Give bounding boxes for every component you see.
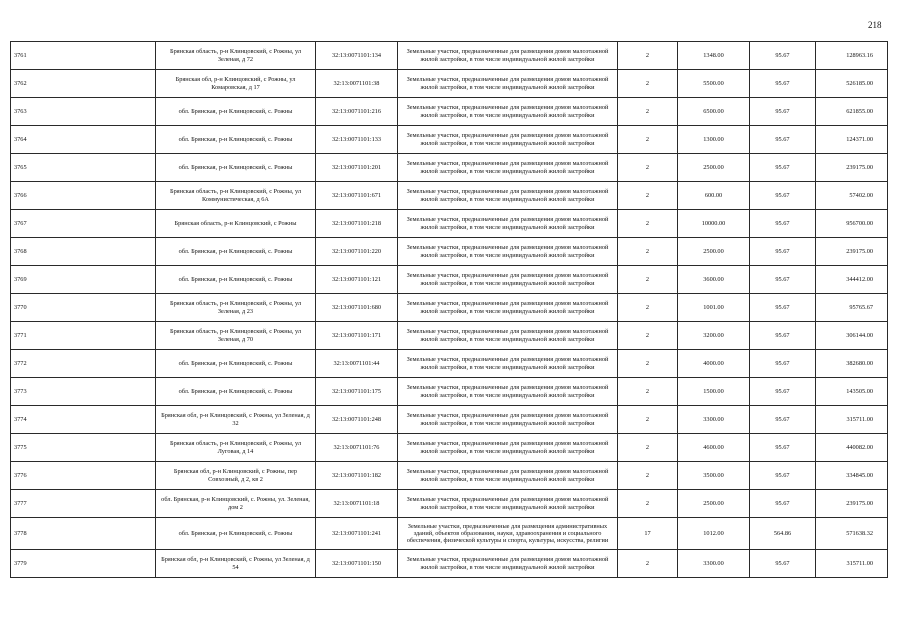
cadastral-number-cell: 32:13:0071101:241 — [316, 518, 398, 550]
cadastral-number-cell: 32:13:0071101:150 — [316, 550, 398, 578]
table-row — [11, 490, 888, 518]
cadastral-value-cell: 239175.00 — [816, 490, 888, 518]
table-body — [11, 42, 888, 578]
land-use-cell: Земельные участки, предназначенные для размещения домов малоэтажной жилой застройки, в том числе индивидуальной жилой застройки — [398, 238, 618, 266]
row-number-cell: 3761 — [11, 42, 156, 70]
table-row — [11, 550, 888, 578]
address-cell: Брянская область, р-н Клинцовский, с Рожны, ул Зеленая, д 72 — [156, 42, 316, 70]
address-cell: обл. Брянская, р-н Клинцовский, с. Рожны — [156, 350, 316, 378]
cadastral-number-cell: 32:13:0071101:38 — [316, 70, 398, 98]
use-group-code-cell: 2 — [618, 378, 678, 406]
area-cell: 1500.00 — [678, 378, 750, 406]
address-cell: обл. Брянская, р-н Клинцовский, с. Рожны — [156, 126, 316, 154]
table-row — [11, 406, 888, 434]
cadastral-value-cell: 124371.00 — [816, 126, 888, 154]
use-group-code-cell: 2 — [618, 406, 678, 434]
row-number-cell: 3773 — [11, 378, 156, 406]
use-group-code-cell: 2 — [618, 550, 678, 578]
address-cell: обл. Брянская, р-н Клинцовский, с. Рожны — [156, 154, 316, 182]
use-group-code-cell: 17 — [618, 518, 678, 550]
cadastral-number-cell: 32:13:0071101:175 — [316, 378, 398, 406]
use-group-code-cell: 2 — [618, 266, 678, 294]
land-use-cell: Земельные участки, предназначенные для размещения домов малоэтажной жилой застройки, в том числе индивидуальной жилой застройки — [398, 378, 618, 406]
row-number-cell: 3772 — [11, 350, 156, 378]
land-use-cell: Земельные участки, предназначенные для размещения домов малоэтажной жилой застройки, в том числе индивидуальной жилой застройки — [398, 406, 618, 434]
table-row — [11, 42, 888, 70]
cadastral-number-cell: 32:13:0071101:134 — [316, 42, 398, 70]
address-cell: Брянская обл, р-н Клинцовский, с Рожны, ул Зеленая, д 32 — [156, 406, 316, 434]
specific-value-cell: 95.67 — [750, 154, 816, 182]
land-use-cell: Земельные участки, предназначенные для размещения домов малоэтажной жилой застройки, в том числе индивидуальной жилой застройки — [398, 350, 618, 378]
use-group-code-cell: 2 — [618, 490, 678, 518]
address-cell: Брянская область, р-н Клинцовский, с Рожны, ул Луговая, д 14 — [156, 434, 316, 462]
cadastral-number-cell: 32:13:0071101:182 — [316, 462, 398, 490]
specific-value-cell: 95.67 — [750, 98, 816, 126]
specific-value-cell: 95.67 — [750, 294, 816, 322]
area-cell: 3300.00 — [678, 550, 750, 578]
land-use-cell: Земельные участки, предназначенные для размещения домов малоэтажной жилой застройки, в том числе индивидуальной жилой застройки — [398, 98, 618, 126]
row-number-cell: 3778 — [11, 518, 156, 550]
address-cell: обл. Брянская, р-н Клинцовский, с. Рожны — [156, 378, 316, 406]
area-cell: 4600.00 — [678, 434, 750, 462]
table-row — [11, 518, 888, 550]
area-cell: 3600.00 — [678, 266, 750, 294]
row-number-cell: 3770 — [11, 294, 156, 322]
cadastral-value-cell: 621855.00 — [816, 98, 888, 126]
address-cell: Брянская область, р-н Клинцовский, с Рожны, ул Зеленая, д 23 — [156, 294, 316, 322]
row-number-cell: 3777 — [11, 490, 156, 518]
use-group-code-cell: 2 — [618, 210, 678, 238]
table-row — [11, 182, 888, 210]
area-cell: 3300.00 — [678, 406, 750, 434]
table-row — [11, 70, 888, 98]
area-cell: 3500.00 — [678, 462, 750, 490]
specific-value-cell: 95.67 — [750, 42, 816, 70]
land-use-cell: Земельные участки, предназначенные для размещения домов малоэтажной жилой застройки, в том числе индивидуальной жилой застройки — [398, 266, 618, 294]
area-cell: 600.00 — [678, 182, 750, 210]
use-group-code-cell: 2 — [618, 126, 678, 154]
land-use-cell: Земельные участки, предназначенные для размещения домов малоэтажной жилой застройки, в том числе индивидуальной жилой застройки — [398, 490, 618, 518]
specific-value-cell: 95.67 — [750, 322, 816, 350]
area-cell: 5500.00 — [678, 70, 750, 98]
cadastral-number-cell: 32:13:0071101:680 — [316, 294, 398, 322]
specific-value-cell: 95.67 — [750, 490, 816, 518]
use-group-code-cell: 2 — [618, 462, 678, 490]
land-use-cell: Земельные участки, предназначенные для размещения домов малоэтажной жилой застройки, в том числе индивидуальной жилой застройки — [398, 70, 618, 98]
cadastral-value-cell: 571638.32 — [816, 518, 888, 550]
specific-value-cell: 564.86 — [750, 518, 816, 550]
row-number-cell: 3776 — [11, 462, 156, 490]
specific-value-cell: 95.67 — [750, 378, 816, 406]
area-cell: 2500.00 — [678, 490, 750, 518]
area-cell: 6500.00 — [678, 98, 750, 126]
table-row — [11, 322, 888, 350]
cadastral-number-cell: 32:13:0071101:671 — [316, 182, 398, 210]
specific-value-cell: 95.67 — [750, 182, 816, 210]
cadastral-number-cell: 32:13:0071101:218 — [316, 210, 398, 238]
use-group-code-cell: 2 — [618, 434, 678, 462]
use-group-code-cell: 2 — [618, 70, 678, 98]
use-group-code-cell: 2 — [618, 294, 678, 322]
specific-value-cell: 95.67 — [750, 126, 816, 154]
area-cell: 2500.00 — [678, 154, 750, 182]
address-cell: обл. Брянская, р-н Клинцовский, с. Рожны — [156, 518, 316, 550]
cadastral-number-cell: 32:13:0071101:216 — [316, 98, 398, 126]
cadastral-number-cell: 32:13:0071101:76 — [316, 434, 398, 462]
use-group-code-cell: 2 — [618, 350, 678, 378]
cadastral-number-cell: 32:13:0071101:121 — [316, 266, 398, 294]
address-cell: Брянская обл, р-н Клинцовский, с Рожны, ул Зеленая, д 54 — [156, 550, 316, 578]
land-use-cell: Земельные участки, предназначенные для размещения домов малоэтажной жилой застройки, в том числе индивидуальной жилой застройки — [398, 182, 618, 210]
table-row — [11, 350, 888, 378]
cadastral-value-cell: 344412.00 — [816, 266, 888, 294]
land-use-cell: Земельные участки, предназначенные для размещения домов малоэтажной жилой застройки, в том числе индивидуальной жилой застройки — [398, 154, 618, 182]
cadastral-value-cell: 128963.16 — [816, 42, 888, 70]
table-row — [11, 462, 888, 490]
cadastral-value-cell: 95765.67 — [816, 294, 888, 322]
row-number-cell: 3763 — [11, 98, 156, 126]
area-cell: 1300.00 — [678, 126, 750, 154]
cadastral-number-cell: 32:13:0071101:18 — [316, 490, 398, 518]
cadastral-number-cell: 32:13:0071101:171 — [316, 322, 398, 350]
table-row — [11, 238, 888, 266]
table-row — [11, 266, 888, 294]
cadastral-value-cell: 956700.00 — [816, 210, 888, 238]
page-number: 218 — [868, 20, 882, 30]
cadastral-value-cell: 526185.00 — [816, 70, 888, 98]
address-cell: Брянская обл, р-н Клинцовский, с Рожны, пер Совхозный, д 2, кв 2 — [156, 462, 316, 490]
land-use-cell: Земельные участки, предназначенные для размещения домов малоэтажной жилой застройки, в том числе индивидуальной жилой застройки — [398, 294, 618, 322]
address-cell: Брянская область, р-н Клинцовский, с Рожны, ул Коммунистическая, д 6А — [156, 182, 316, 210]
cadastral-value-cell: 334845.00 — [816, 462, 888, 490]
use-group-code-cell: 2 — [618, 182, 678, 210]
row-number-cell: 3774 — [11, 406, 156, 434]
land-use-cell: Земельные участки, предназначенные для размещения домов малоэтажной жилой застройки, в том числе индивидуальной жилой застройки — [398, 42, 618, 70]
land-use-cell: Земельные участки, предназначенные для размещения домов малоэтажной жилой застройки, в том числе индивидуальной жилой застройки — [398, 210, 618, 238]
area-cell: 1001.00 — [678, 294, 750, 322]
address-cell: обл. Брянская, р-н Клинцовский, с. Рожны — [156, 98, 316, 126]
cadastral-value-cell: 306144.00 — [816, 322, 888, 350]
table-row — [11, 98, 888, 126]
cadastral-number-cell: 32:13:0071101:201 — [316, 154, 398, 182]
land-use-cell: Земельные участки, предназначенные для размещения домов малоэтажной жилой застройки, в том числе индивидуальной жилой застройки — [398, 462, 618, 490]
address-cell: Брянская обл, р-н Клинцовский, с Рожны, ул Комаровская, д 17 — [156, 70, 316, 98]
cadastral-number-cell: 32:13:0071101:248 — [316, 406, 398, 434]
use-group-code-cell: 2 — [618, 238, 678, 266]
table-row — [11, 378, 888, 406]
specific-value-cell: 95.67 — [750, 266, 816, 294]
address-cell: обл. Брянская, р-н Клинцовский, с. Рожны, ул. Зеленая, дом 2 — [156, 490, 316, 518]
cadastral-value-cell: 315711.00 — [816, 550, 888, 578]
specific-value-cell: 95.67 — [750, 350, 816, 378]
land-use-cell: Земельные участки, предназначенные для размещения домов малоэтажной жилой застройки, в том числе индивидуальной жилой застройки — [398, 550, 618, 578]
cadastral-value-cell: 239175.00 — [816, 238, 888, 266]
row-number-cell: 3767 — [11, 210, 156, 238]
land-use-cell: Земельные участки, предназначенные для размещения домов малоэтажной жилой застройки, в том числе индивидуальной жилой застройки — [398, 434, 618, 462]
specific-value-cell: 95.67 — [750, 462, 816, 490]
cadastral-value-cell: 143505.00 — [816, 378, 888, 406]
address-cell: Брянская область, р-н Клинцовский, с Рожны — [156, 210, 316, 238]
area-cell: 2500.00 — [678, 238, 750, 266]
area-cell: 4000.00 — [678, 350, 750, 378]
address-cell: обл. Брянская, р-н Клинцовский, с. Рожны — [156, 266, 316, 294]
land-use-cell: Земельные участки, предназначенные для размещения домов малоэтажной жилой застройки, в том числе индивидуальной жилой застройки — [398, 322, 618, 350]
row-number-cell: 3775 — [11, 434, 156, 462]
specific-value-cell: 95.67 — [750, 434, 816, 462]
land-use-cell: Земельные участки, предназначенные для размещения домов малоэтажной жилой застройки, в том числе индивидуальной жилой застройки — [398, 126, 618, 154]
area-cell: 1348.00 — [678, 42, 750, 70]
table-row — [11, 434, 888, 462]
address-cell: обл. Брянская, р-н Клинцовский, с. Рожны — [156, 238, 316, 266]
area-cell: 3200.00 — [678, 322, 750, 350]
row-number-cell: 3764 — [11, 126, 156, 154]
cadastral-number-cell: 32:13:0071101:220 — [316, 238, 398, 266]
row-number-cell: 3765 — [11, 154, 156, 182]
specific-value-cell: 95.67 — [750, 238, 816, 266]
row-number-cell: 3762 — [11, 70, 156, 98]
specific-value-cell: 95.67 — [750, 550, 816, 578]
cadastral-value-cell: 315711.00 — [816, 406, 888, 434]
cadastral-number-cell: 32:13:0071101:44 — [316, 350, 398, 378]
land-registry-table — [10, 41, 888, 578]
table-row — [11, 154, 888, 182]
row-number-cell: 3779 — [11, 550, 156, 578]
cadastral-value-cell: 440082.00 — [816, 434, 888, 462]
use-group-code-cell: 2 — [618, 42, 678, 70]
use-group-code-cell: 2 — [618, 322, 678, 350]
row-number-cell: 3768 — [11, 238, 156, 266]
specific-value-cell: 95.67 — [750, 210, 816, 238]
specific-value-cell: 95.67 — [750, 70, 816, 98]
area-cell: 10000.00 — [678, 210, 750, 238]
land-use-cell: Земельные участки, предназначенные для размещения административных зданий, объектов образования, науки, здравоохранения и социального обеспечения, физической культуры и спорта, культуры, искусства, религии — [398, 518, 618, 550]
use-group-code-cell: 2 — [618, 154, 678, 182]
cadastral-value-cell: 239175.00 — [816, 154, 888, 182]
specific-value-cell: 95.67 — [750, 406, 816, 434]
row-number-cell: 3766 — [11, 182, 156, 210]
table-row — [11, 126, 888, 154]
table-row — [11, 210, 888, 238]
cadastral-value-cell: 382680.00 — [816, 350, 888, 378]
address-cell: Брянская область, р-н Клинцовский, с Рожны, ул Зеленая, д 70 — [156, 322, 316, 350]
row-number-cell: 3771 — [11, 322, 156, 350]
use-group-code-cell: 2 — [618, 98, 678, 126]
cadastral-number-cell: 32:13:0071101:133 — [316, 126, 398, 154]
row-number-cell: 3769 — [11, 266, 156, 294]
cadastral-value-cell: 57402.00 — [816, 182, 888, 210]
area-cell: 1012.00 — [678, 518, 750, 550]
table-row — [11, 294, 888, 322]
